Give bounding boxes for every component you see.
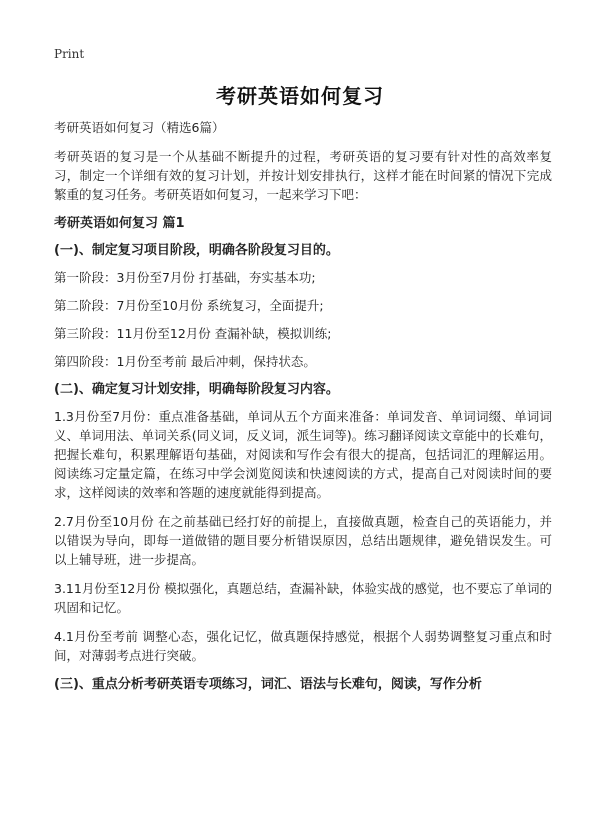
document-subtitle: 考研英语如何复习（精选6篇） <box>54 120 225 135</box>
section-title: 考研英语如何复习 篇1 <box>54 216 185 231</box>
part2-heading: (二)、确定复习计划安排，明确每阶段复习内容。 <box>54 382 339 397</box>
page-title: 考研英语如何复习 <box>216 84 384 108</box>
print-label[interactable]: Print <box>54 47 85 61</box>
stage-item: 第二阶段：7月份至10月份 系统复习，全面提升; <box>54 298 324 313</box>
plan-paragraph: 3.11月份至12月份 模拟强化，真题总结，查漏补缺，体验实战的感觉，也不要忘了单词的巩固和记忆。 <box>54 581 552 615</box>
intro-paragraph: 考研英语的复习是一个从基础不断提升的过程，考研英语的复习要有针对性的高效率复习，制定一个详细有效的复习计划，并按计划安排执行，这样才能在时间紧的情况下完成繁重的复习任务。考研英语如何复习，一起来学习下吧： <box>54 149 552 202</box>
plan-paragraph: 4.1月份至考前 调整心态，强化记忆，做真题保持感觉，根据个人弱势调整复习重点和时间，对薄弱考点进行突破。 <box>54 629 552 663</box>
document-body <box>54 118 552 702</box>
part1-heading: (一)、制定复习项目阶段，明确各阶段复习目的。 <box>54 243 339 258</box>
stage-item: 第四阶段：1月份至考前 最后冲刺，保持状态。 <box>54 354 316 369</box>
stage-item: 第一阶段：3月份至7月份 打基础，夯实基本功; <box>54 270 316 285</box>
part3-heading: (三)、重点分析考研英语专项练习，词汇、语法与长难句，阅读，写作分析 <box>54 677 482 692</box>
plan-paragraph: 1.3月份至7月份：重点准备基础，单词从五个方面来准备：单词发音、单词词缀、单词词义、单词用法、单词关系(同义词，反义词，派生词等)。练习翻译阅读文章能中的长难句，把握长难句，积累理解语句基础，对阅读和写作会有很大的提高，包括词汇的理解运用。阅读练习定量定篇，在练习中学会浏览阅读和快速阅读的方式，提高自己对阅读时间的要求，这样阅读的效率和答题的速度就能得到提高。 <box>54 409 552 500</box>
stage-item: 第三阶段：11月份至12月份 查漏补缺，模拟训练; <box>54 326 332 341</box>
plan-paragraph: 2.7月份至10月份 在之前基础已经打好的前提上，直接做真题，检查自己的英语能力，并以错误为导向，即每一道做错的题目要分析错误原因，总结出题规律，避免错误发生。可以上辅导班，进一步提高。 <box>54 514 552 567</box>
